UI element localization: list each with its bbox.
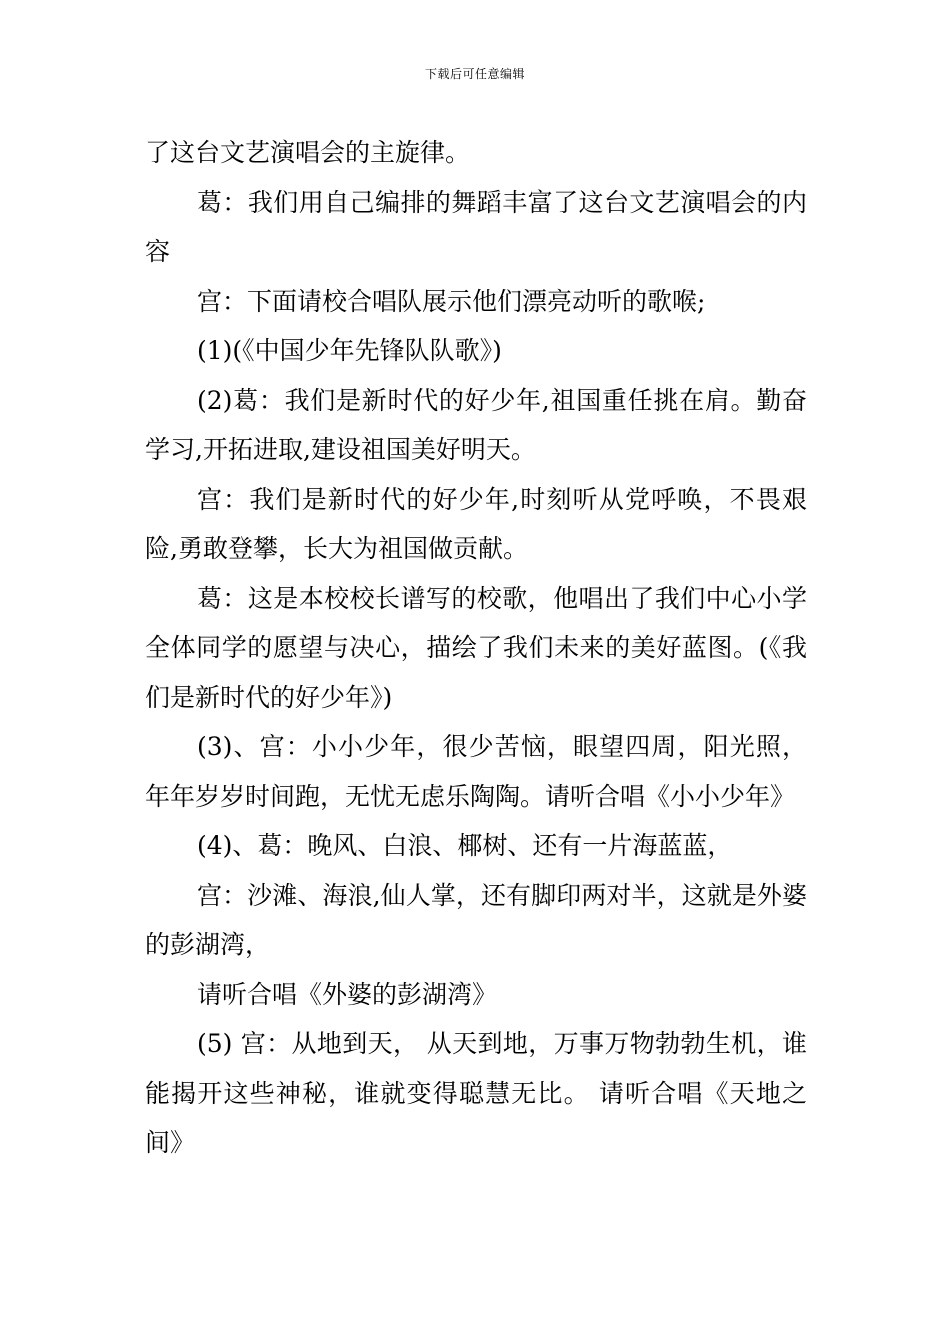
paragraph-song-5: (5) 宫：从地到天， 从天到地，万事万物勃勃生机，谁能揭开这些神秘，谁就变得聪慧无比。 请听合唱《天地之间》 bbox=[145, 1029, 807, 1157]
paragraph-song-4-title: 请听合唱《外婆的彭湖湾》 bbox=[197, 979, 498, 1009]
paragraph-gong-choir-intro: 宫：下面请校合唱队展示他们漂亮动听的歌喉; bbox=[197, 286, 706, 316]
paragraph-school-song: 葛：这是本校校长谱写的校歌，他唱出了我们中心小学全体同学的愿望与决心，描绘了我们未来的美好蓝图。(《我们是新时代的好少年》) bbox=[145, 583, 807, 712]
paragraph-song-2-ge: (2)葛：我们是新时代的好少年,祖国重任挑在肩。勤奋学习,开拓进取,建设祖国美好明天。 bbox=[145, 385, 807, 464]
paragraph-song-3: (3)、宫：小小少年，很少苦恼，眼望四周，阳光照，年年岁岁时间跑，无忧无虑乐陶陶。请听合唱《小小少年》 bbox=[145, 732, 807, 811]
paragraph-ge-dance: 葛：我们用自己编排的舞蹈丰富了这台文艺演唱会的内容 bbox=[145, 187, 807, 266]
paragraph-continuation: 了这台文艺演唱会的主旋律。 bbox=[145, 138, 471, 167]
page-header: 下载后可任意编辑 bbox=[424, 67, 525, 81]
document-body bbox=[145, 128, 807, 1168]
paragraph-song-2-gong: 宫：我们是新时代的好少年,时刻听从党呼唤，不畏艰险,勇敢登攀，长大为祖国做贡献。 bbox=[145, 484, 807, 563]
paragraph-song-1: (1)(《中国少年先锋队队歌》) bbox=[197, 336, 502, 365]
paragraph-song-4-gong: 宫：沙滩、海浪,仙人掌，还有脚印两对半，这就是外婆的彭湖湾， bbox=[145, 880, 807, 959]
paragraph-song-4-ge: (4)、葛：晚风、白浪、椰树、还有一片海蓝蓝， bbox=[197, 831, 733, 860]
